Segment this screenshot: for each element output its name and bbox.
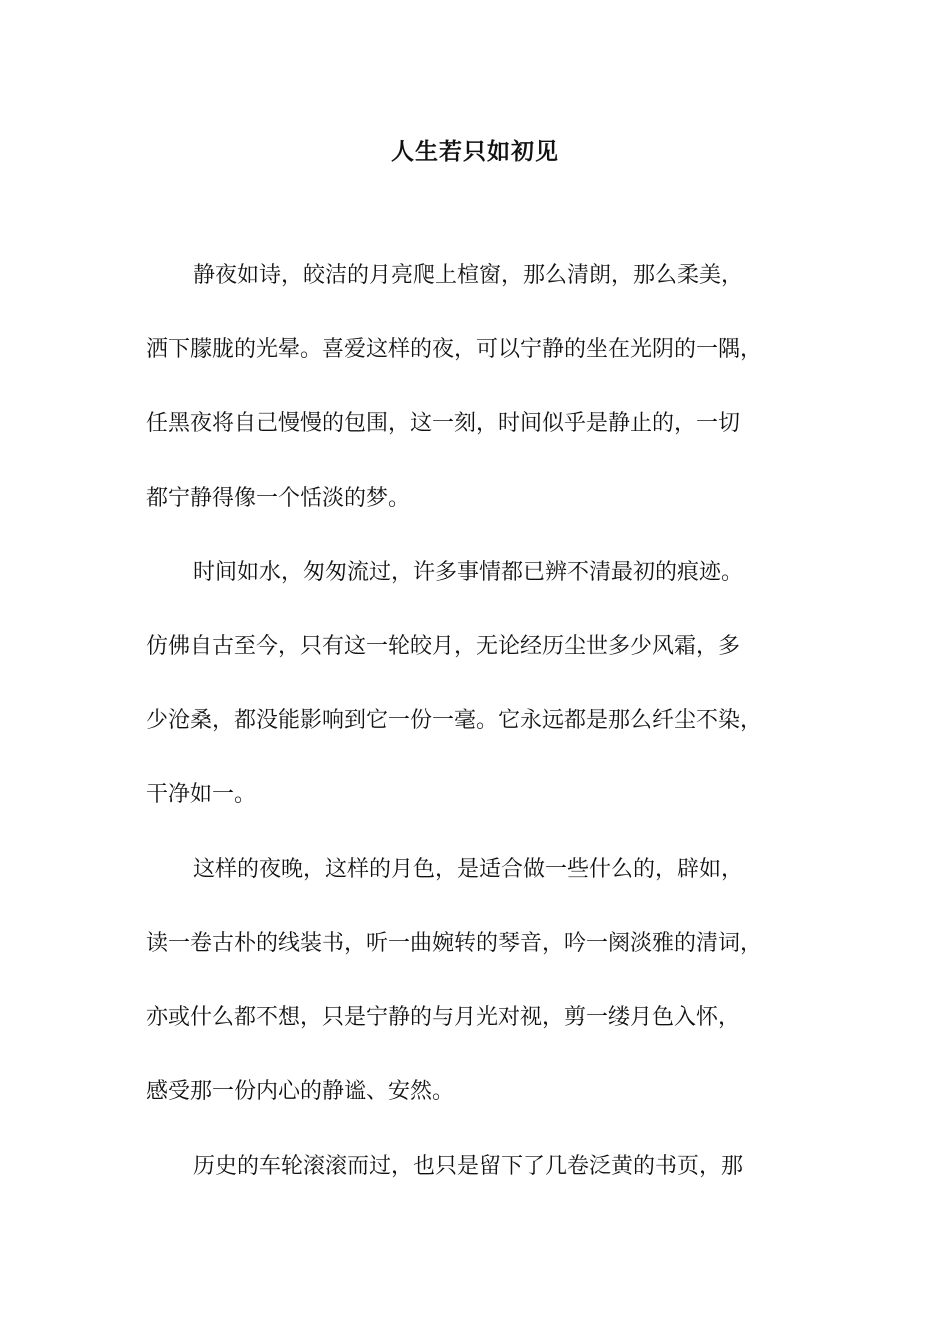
paragraph-3-line-2: 读一卷古朴的线装书，听一曲婉转的琴音，吟一阕淡雅的清词， <box>146 931 763 956</box>
paragraph-1-line-3: 任黑夜将自己慢慢的包围，这一刻，时间似乎是静止的，一切 <box>146 411 741 436</box>
paragraph-1-line-4: 都宁静得像一个恬淡的梦。 <box>146 486 411 511</box>
paragraph-1-line-2: 洒下朦胧的光晕。喜爱这样的夜，可以宁静的坐在光阴的一隅， <box>146 337 763 362</box>
paragraph-4-line-1: 历史的车轮滚滚而过，也只是留下了几卷泛黄的书页，那 <box>193 1154 744 1179</box>
paragraph-2-line-4: 干净如一。 <box>146 782 257 807</box>
paragraph-3-line-1: 这样的夜晚，这样的月色，是适合做一些什么的，辟如， <box>193 857 744 882</box>
paragraph-2-line-1: 时间如水，匆匆流过，许多事情都已辨不清最初的痕迹。 <box>193 560 744 585</box>
paragraph-3-line-3: 亦或什么都不想，只是宁静的与月光对视，剪一缕月色入怀， <box>146 1005 741 1030</box>
document-title: 人生若只如初见 <box>391 138 559 165</box>
paragraph-2-line-2: 仿佛自古至今，只有这一轮皎月，无论经历尘世多少风霜，多 <box>146 634 741 659</box>
paragraph-1-line-1: 静夜如诗，皎洁的月亮爬上楦窗，那么清朗，那么柔美， <box>193 263 744 288</box>
paragraph-2-line-3: 少沧桑，都没能影响到它一份一毫。它永远都是那么纤尘不染， <box>146 708 763 733</box>
paragraph-3-line-4: 感受那一份内心的静谧、安然。 <box>146 1079 455 1104</box>
